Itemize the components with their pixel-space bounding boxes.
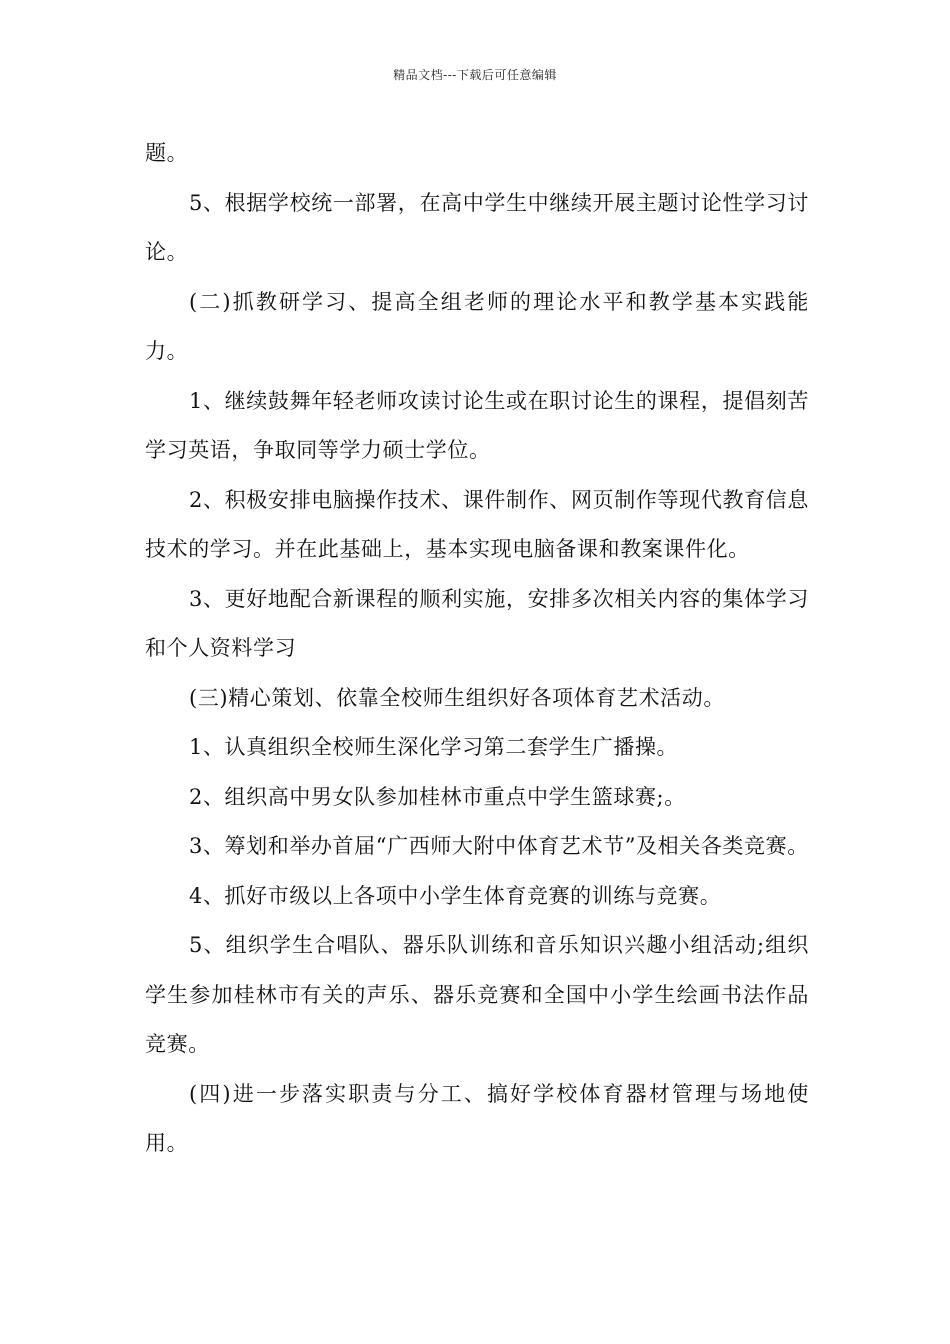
paragraph: 3、筹划和举办首届“广西师大附中体育艺术节”及相关各类竞赛。 [189,834,809,858]
paragraph: 2、组织高中男女队参加桂林市重点中学生篮球赛;。 [189,784,686,809]
document-body [145,129,809,1169]
paragraph: 1、认真组织全校师生深化学习第二套学生广播操。 [189,735,679,759]
paragraph: 4、抓好市级以上各项中小学生体育竞赛的训练与竞赛。 [189,883,722,908]
page-header: 精品文档---下载后可任意编辑 [393,68,557,82]
paragraph: 2、积极安排电脑操作技术、课件制作、网页制作等现代教育信息技术的学习。并在此基础上，基本实现电脑备课和教案课件化。 [145,487,809,561]
paragraph: 3、更好地配合新课程的顺利实施，安排多次相关内容的集体学习和个人资料学习 [145,586,809,660]
section-heading: (四)进一步落实职责与分工、搞好学校体育器材管理与场地使用。 [145,1081,809,1155]
section-heading: (三)精心策划、依靠全校师生组织好各项体育艺术活动。 [189,685,725,710]
paragraph: 5、组织学生合唱队、器乐队训练和音乐知识兴趣小组活动;组织学生参加桂林市有关的声乐、器乐竞赛和全国中小学生绘画书法作品竞赛。 [145,933,809,1056]
section-heading: (二)抓教研学习、提高全组老师的理论水平和教学基本实践能力。 [145,289,809,363]
paragraph: 题。 [145,141,189,165]
paragraph: 1、继续鼓舞年轻老师攻读讨论生或在职讨论生的课程，提倡刻苦学习英语，争取同等学力硕士学位。 [145,388,809,462]
paragraph: 5、根据学校统一部署，在高中学生中继续开展主题讨论性学习讨论。 [145,190,809,264]
